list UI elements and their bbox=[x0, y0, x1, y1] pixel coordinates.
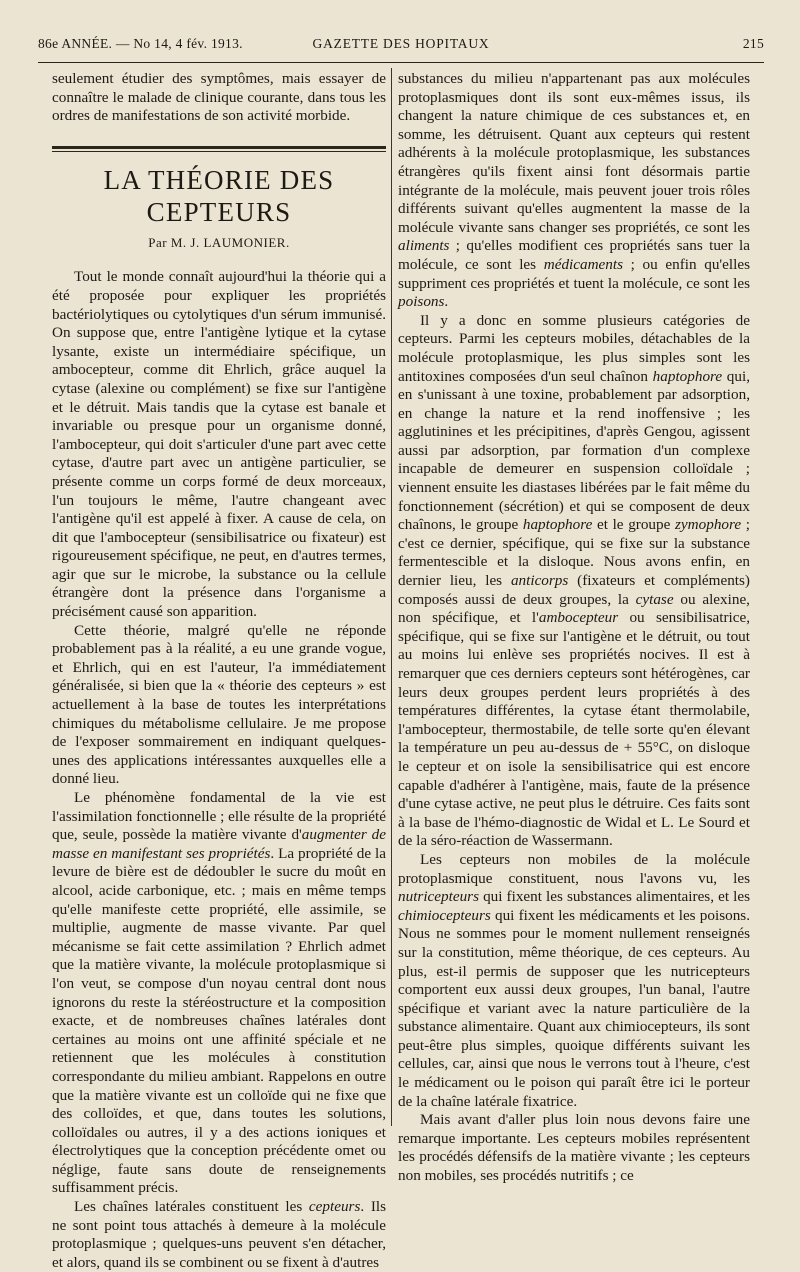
paragraph: Tout le monde connaît aujourd'hui la théorie qui a été proposée pour expliquer les propriétés bactériolytiques ou cytolytiques d'un sérum immunisé. On suppose que, entre l'antigène lytique et la cytase lysante, existe un intermédiaire spécifique, un ambocepteur, comme dit Ehrlich, grâce auquel la cytase (alexine ou complément) se fixe sur l'antigène et le détruit. Mais tandis que la cytase est banale et invariable ou presque pour un organisme donné, l'ambocepteur, qui doit s'articuler d'une part avec cette cytase, d'autre part avec un antigène particulier, se présente comme un corps formé de deux morceaux, l'un toujours le même, l'autre changeant avec l'antigène qu'il est appelé à fixer. A cause de cela, on dit que l'ambocepteur (sensibilisatrice ou fixateur) est rigoureusement spécifique, ne peut, en d'autres termes, agir que sur le microbe, la substance ou la cellule étrangère dont la présence dans l'organisme a précisément causé son apparition. bbox=[52, 268, 386, 621]
section-rule bbox=[52, 146, 386, 152]
paragraph: Cette théorie, malgré qu'elle ne réponde probablement pas à la réalité, a eu une grande vogue, et Ehrlich, qui en est l'auteur, l'a immédiatement généralisée, si bien que la « théorie des cepteurs » est actuellement à la base de toutes les interprétations chimiques du métabolisme cellulaire. Je me propose de l'exposer sommairement en indiquant quelques-unes des applications intéressantes auxquelles elle a donné lieu. bbox=[52, 621, 386, 788]
running-header bbox=[38, 33, 764, 57]
header-rule bbox=[38, 62, 764, 63]
intro-paragraph: seulement étudier des symptômes, mais essayer de connaître le malade de clinique courante, dans tous les ordres de manifestations de son activité morbide. bbox=[52, 70, 386, 125]
issue-info: 86e ANNÉE. — No 14, 4 fév. 1913. bbox=[38, 36, 243, 51]
paragraph: Il y a donc en somme plusieurs catégories de cepteurs. Parmi les cepteurs mobiles, détachables de la molécule protoplasmique, les plus simples sont les antitoxines composées d'un seul chaînon haptophore qui, en s'unissant à une toxine, probablement par adsorption, en change la nature et la rend inoffensive ; les agglutinines et les précipitines, d'après Gengou, agissent aussi par adsorption, par formation d'un complexe incapable de demeurer en suspension colloïdale ; viennent ensuite les diastases libérées par le fait même du fonctionnement (sécrétion) et qui se composent de deux chaînons, le groupe haptophore et le groupe zymophore ; c'est ce dernier, spécifique, qui se fixe sur la substance fermentescible et la disloque. Nous avons enfin, en dernier lieu, les anticorps (fixateurs et compléments) composés aussi de deux groupes, la cytase ou alexine, non spécifique, et l'ambocepteur ou sensibilisatrice, spécifique, qui se fixe sur l'antigène et le détruit, ou tout au moins lui enlève ses propriétés nocives. Il est à remarquer que ces derniers cepteurs sont hétérogènes, car leurs deux groupes perdent leurs propriétés à des températures différentes, la cytase étant thermolabile, l'ambocepteur, thermostabile, de telle sorte qu'en élevant la température un peu au-dessus de + 55°C, on disloque le cepteur et on isole la sensibilisatrice qui est encore capable d'adhérer à l'antigène, mais, faute de la présence d'une cytase active, ne peut plus le détruire. Ces faits sont à la base de l'hémo-diagnostic de Widal et L. Le Sourd et de la séro-réaction de Wassermann. bbox=[398, 311, 751, 850]
paragraph: Les chaînes latérales constituent les cepteurs. Ils ne sont point tous attachés à demeure à la molécule protoplasmique ; quelques-uns peuvent s'en détacher, et alors, quand ils se combinent ou se fixent à d'autres bbox=[52, 1198, 387, 1271]
page-number: 215 bbox=[742, 36, 764, 51]
paragraph: Mais avant d'aller plus loin nous devons faire une remarque importante. Les cepteurs mobiles représentent les procédés défensifs de la matière vivante ; les cepteurs non mobiles, ses procédés nutritifs ; ce bbox=[398, 1111, 750, 1185]
article-byline: Par M. J. LAUMONIER. bbox=[148, 234, 290, 250]
paragraph: Le phénomène fondamental de la vie est l'assimilation fonctionnelle ; elle résulte de la propriété que, seule, possède la matière vivante d'augmenter de masse en manifestant ses propriétés. La propriété de la levure de bière est de dédoubler le sucre du moût en alcool, acide carbonique, etc. ; mais en même temps qu'elle manifeste cette propriété, elle assimile, se multiplie, augmente de masse vivante. Par quel mécanisme se fait cette assimilation ? Ehrlich admet que la matière vivante, la molécule protoplasmique si l'on veut, se compose d'un noyau central dont nous ignorons du reste la stéréostructure et la composition exacte, et de nombreuses chaînes latérales dont certaines au moins ont une affinité spéciale et ne retiennent que les molécules à constitution correspondante du milieu ambiant. Rappelons en outre que la matière vivante est un colloïde qui ne fixe que des colloïdes, et que, dans toutes les solutions, colloïdales ou autres, il y a des actions ioniques et électrolytiques que la conception précédente omet ou néglige, faute sans doute de renseignements suffisamment précis. bbox=[52, 789, 386, 1197]
column-divider bbox=[391, 68, 392, 1126]
journal-title: GAZETTE DES HOPITAUX bbox=[312, 36, 490, 51]
article-title: LA THÉORIE DES CEPTEURS bbox=[103, 164, 335, 227]
left-column bbox=[52, 70, 386, 1272]
paragraph: Les cepteurs non mobiles de la molécule protoplasmique constituent, nous l'avons vu, les nutricepteurs qui fixent les substances alimentaires, et les chimiocepteurs qui fixent les médicaments et les poisons. Nous ne sommes pour le moment nullement renseignés sur la constitution, même théorique, de ces cepteurs. Au plus, est-il permis de supposer que les nutricepteurs comportent eux aussi deux groupes, l'un banal, l'autre spécifique et variant avec la nature particulière de la substance alimentaire. Quant aux chimiocepteurs, ils sont peut-être plus simples, quoique différents suivant les cellules, car, ainsi que nous le verrons tout à l'heure, c'est le médicament ou le poison qui paraît être ici le porteur de la chaîne latérale fixatrice. bbox=[398, 850, 750, 1110]
paragraph: substances du milieu n'appartenant pas aux molécules protoplasmiques dont ils sont eux-mêmes issus, ils changent la nature chimique de ces substances et, en somme, les détruisent. Quant aux cepteurs qui restent adhérents à la molécule protoplasmique, les substances étrangères qu'ils fixent ainsi font désormais partie intégrante de la molécule, mais peuvent jouer trois rôles différents suivant qu'elles augmentent la masse de la molécule vivante sans changer ses propriétés, ce sont les aliments ; qu'elles modifient ces propriétés sans tuer la molécule, ce sont les médicaments ; ou enfin qu'elles suppriment ces propriétés et tuent la molécule, ce sont les poisons. bbox=[398, 70, 750, 311]
right-column bbox=[398, 70, 750, 1186]
